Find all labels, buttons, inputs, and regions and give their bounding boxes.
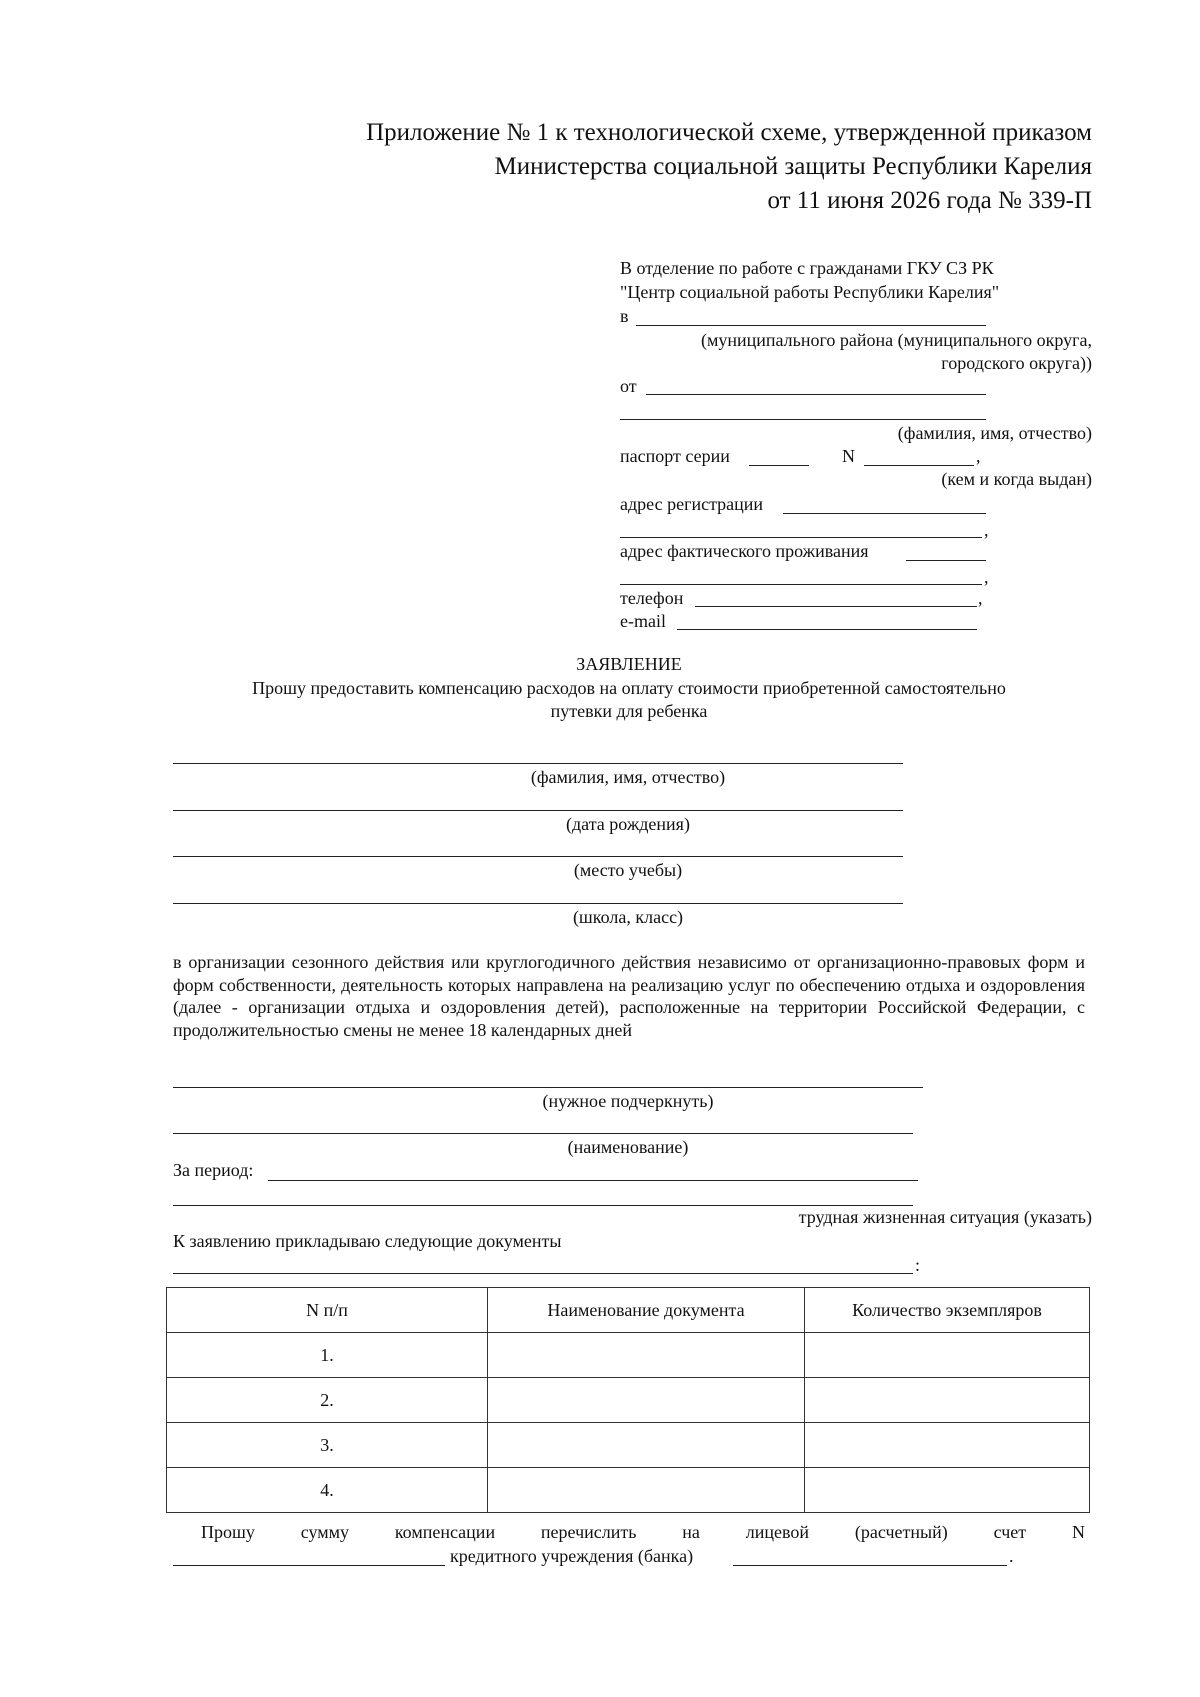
documents-table bbox=[166, 1287, 1090, 1513]
child-school-hint: (школа, класс) bbox=[572, 907, 684, 927]
payment-period: . bbox=[1009, 1546, 1014, 1566]
applicant-name-field-1[interactable] bbox=[646, 394, 986, 395]
child-birth-field[interactable] bbox=[173, 810, 903, 811]
passport-issued-hint: (кем и когда выдан) bbox=[941, 469, 1092, 489]
header-line-3: от 11 июня 2026 года № 339-П bbox=[767, 187, 1092, 214]
table-row bbox=[167, 1468, 1090, 1513]
child-birth-hint: (дата рождения) bbox=[566, 814, 690, 834]
child-study-place-hint: (место учебы) bbox=[573, 860, 683, 880]
payment-word: перечислить bbox=[540, 1522, 637, 1542]
addressee-line-2: "Центр социальной работы Республики Карелия" bbox=[620, 282, 1000, 302]
organization-paragraph: в организации сезонного действия или круглогодичного действия независимо от организационно-правовых форм и форм собственности, деятельность которых направлена на реализацию услуг по обеспечению отдыха и оздоровления (далее - организации отдыха и оздоровления детей), расположенные на территории Российской Федерации, с продолжительностью смены не менее 18 календарных дней bbox=[173, 952, 1085, 1040]
payment-word: сумму bbox=[300, 1522, 349, 1542]
email-field[interactable] bbox=[677, 629, 977, 630]
child-fio-hint: (фамилия, имя, отчество) bbox=[530, 767, 726, 787]
period-field[interactable] bbox=[268, 1180, 918, 1181]
request-line-1: Прошу предоставить компенсацию расходов на оплату стоимости приобретенной самостоятельно bbox=[252, 678, 1006, 698]
child-study-place-field[interactable] bbox=[173, 856, 903, 857]
documents-intro: К заявлению прикладываю следующие документы bbox=[173, 1231, 562, 1251]
situation-field[interactable] bbox=[173, 1205, 913, 1206]
application-title: ЗАЯВЛЕНИЕ bbox=[576, 654, 682, 674]
comma: , bbox=[984, 520, 989, 540]
table-row bbox=[167, 1333, 1090, 1378]
request-line-2: путевки для ребенка bbox=[550, 701, 708, 721]
district-hint-2: городского округа)) bbox=[941, 353, 1092, 373]
column-header-number: N п/п bbox=[167, 1288, 488, 1333]
document-name-cell[interactable] bbox=[488, 1468, 805, 1513]
payment-word: (расчетный) bbox=[854, 1522, 948, 1542]
district-field[interactable] bbox=[636, 325, 986, 326]
document-name-cell[interactable] bbox=[488, 1333, 805, 1378]
row-number: 2. bbox=[167, 1378, 488, 1423]
table-row bbox=[167, 1423, 1090, 1468]
passport-series-label: паспорт серии bbox=[620, 446, 730, 466]
row-number: 1. bbox=[167, 1333, 488, 1378]
payment-word: компенсации bbox=[394, 1522, 496, 1542]
table-header-row bbox=[167, 1288, 1090, 1333]
reg-address-field-1[interactable] bbox=[783, 513, 986, 514]
bank-label: кредитного учреждения (банка) bbox=[450, 1546, 694, 1566]
payment-word: N bbox=[1071, 1522, 1085, 1542]
passport-n-label: N bbox=[842, 446, 855, 466]
reg-address-label: адрес регистрации bbox=[620, 494, 764, 514]
applicant-name-field-2[interactable] bbox=[620, 419, 986, 420]
period-label: За период: bbox=[173, 1160, 254, 1180]
header-line-1: Приложение № 1 к технологической схеме, утвержденной приказом bbox=[366, 119, 1092, 146]
document-quantity-cell[interactable] bbox=[805, 1468, 1090, 1513]
column-header-quantity: Количество экземпляров bbox=[805, 1288, 1090, 1333]
comma: , bbox=[978, 588, 983, 608]
document-name-cell[interactable] bbox=[488, 1423, 805, 1468]
row-number: 3. bbox=[167, 1423, 488, 1468]
child-name-field[interactable] bbox=[173, 763, 903, 764]
actual-address-field-2[interactable] bbox=[620, 584, 982, 585]
documents-colon: : bbox=[915, 1255, 921, 1275]
district-hint-1: (муниципального района (муниципального округа, bbox=[700, 330, 1092, 350]
column-header-name: Наименование документа bbox=[488, 1288, 805, 1333]
from-label: от bbox=[620, 376, 637, 396]
reg-address-field-2[interactable] bbox=[620, 537, 982, 538]
row-number: 4. bbox=[167, 1468, 488, 1513]
organization-type-field[interactable] bbox=[173, 1087, 923, 1088]
child-school-field[interactable] bbox=[173, 903, 903, 904]
table-row bbox=[167, 1378, 1090, 1423]
organization-name-field[interactable] bbox=[173, 1133, 913, 1134]
payment-word: счет bbox=[993, 1522, 1027, 1542]
comma: , bbox=[976, 446, 981, 466]
document-quantity-cell[interactable] bbox=[805, 1423, 1090, 1468]
payment-word: на bbox=[682, 1522, 700, 1542]
underline-hint: (нужное подчеркнуть) bbox=[542, 1091, 714, 1111]
comma: , bbox=[984, 567, 989, 587]
payment-word: лицевой bbox=[745, 1522, 810, 1542]
payment-line bbox=[201, 1522, 1085, 1543]
organization-name-hint: (наименование) bbox=[567, 1137, 689, 1157]
header-line-2: Министерства социальной защиты Республики Карелия bbox=[494, 153, 1092, 180]
document-quantity-cell[interactable] bbox=[805, 1378, 1090, 1423]
document-quantity-cell[interactable] bbox=[805, 1333, 1090, 1378]
phone-field[interactable] bbox=[695, 606, 977, 607]
actual-address-field-1[interactable] bbox=[906, 560, 986, 561]
applicant-fio-hint: (фамилия, имя, отчество) bbox=[897, 423, 1092, 443]
bank-name-field[interactable] bbox=[733, 1565, 1007, 1566]
payment-word: Прошу bbox=[201, 1522, 255, 1542]
email-label: e-mail bbox=[620, 611, 666, 631]
addressee-line-1: В отделение по работе с гражданами ГКУ СЗ РК bbox=[620, 258, 994, 278]
documents-field[interactable] bbox=[173, 1273, 913, 1274]
document-name-cell[interactable] bbox=[488, 1378, 805, 1423]
passport-series-field[interactable] bbox=[749, 465, 809, 466]
account-number-field[interactable] bbox=[173, 1565, 445, 1566]
phone-label: телефон bbox=[620, 588, 684, 608]
actual-address-label: адрес фактического проживания bbox=[620, 541, 869, 561]
situation-hint: трудная жизненная ситуация (указать) bbox=[798, 1207, 1092, 1227]
passport-number-field[interactable] bbox=[864, 465, 974, 466]
in-label: в bbox=[620, 306, 629, 326]
